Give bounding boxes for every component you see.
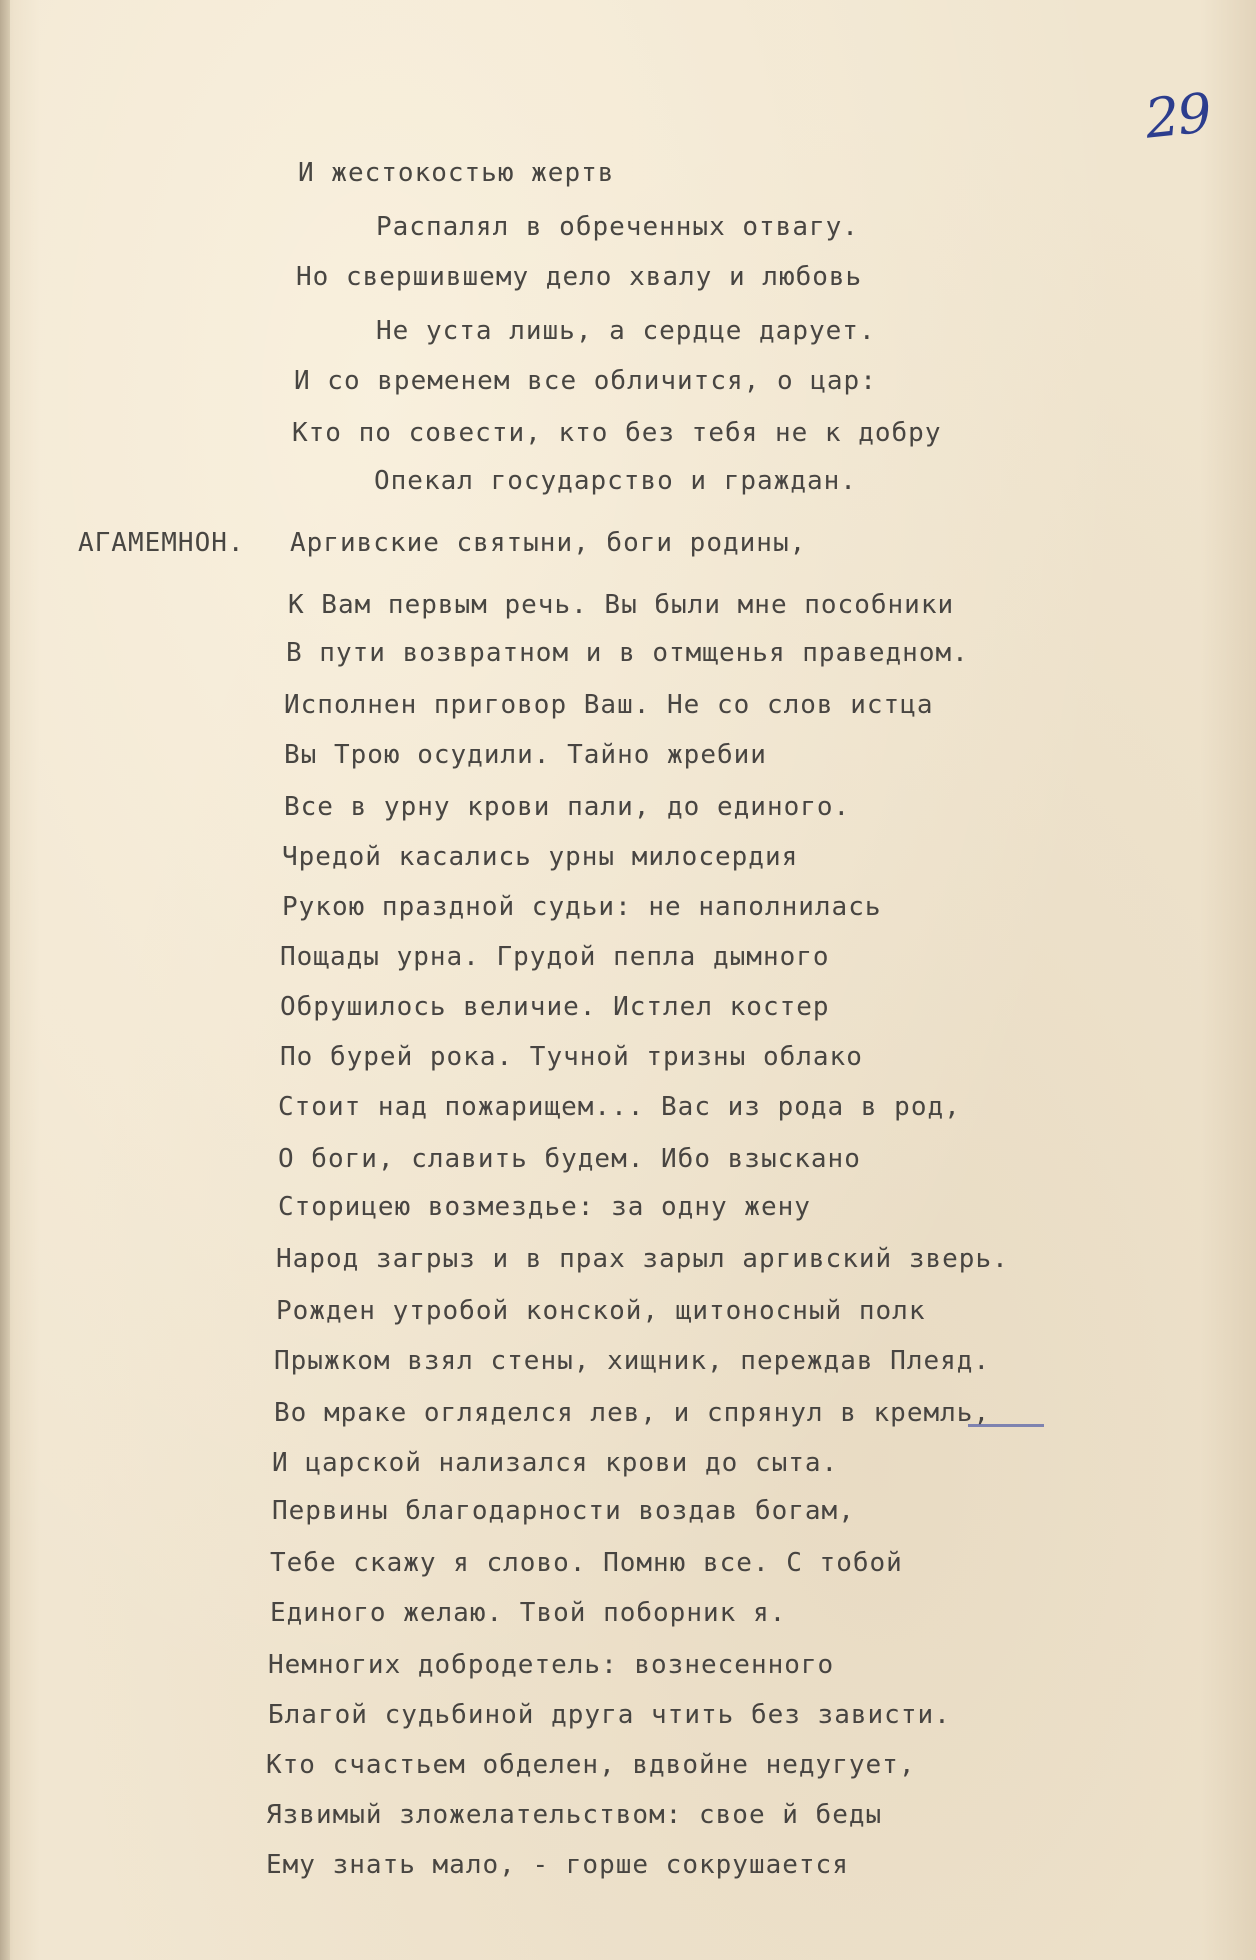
verse-line: Обрушилось величие. Истлел костер — [280, 992, 830, 1022]
verse-line: И жестокостью жертв — [298, 158, 615, 188]
verse-line: Чредой касались урны милосердия — [282, 842, 799, 872]
verse-line: Не уста лишь, а сердце дарует. — [376, 316, 876, 346]
verse-line: Стоит над пожарищем... Вас из рода в род, — [278, 1092, 961, 1122]
verse-line: По бурей рока. Тучной тризны облако — [280, 1042, 863, 1072]
verse-line: Опекал государство и граждан. — [374, 466, 857, 496]
verse-line: Во мраке огляделся лев, и спрянул в кремль, — [274, 1398, 991, 1428]
verse-line: Единого желаю. Твой поборник я. — [270, 1598, 787, 1628]
verse-line: О боги, славить будем. Ибо взыскано — [278, 1144, 861, 1174]
verse-line: Все в урну крови пали, до единого. — [284, 792, 851, 822]
verse-line: Тебе скажу я слово. Помню все. С тобой — [270, 1548, 903, 1578]
verse-line: К Вам первым речь. Вы были мне пособники — [288, 590, 955, 620]
verse-line: Язвимый зложелательством: свое й беды — [266, 1800, 883, 1830]
verse-line: Рожден утробой конской, щитоносный полк — [276, 1296, 926, 1326]
speaker-name: АГАМЕМНОН. — [78, 528, 245, 558]
verse-line: Аргивские святыни, боги родины, — [290, 528, 807, 558]
verse-line: Кто счастьем обделен, вдвойне недугует, — [266, 1750, 916, 1780]
verse-line: Народ загрыз и в прах зарыл аргивский зверь. — [276, 1244, 1009, 1274]
verse-line: Прыжком взял стены, хищник, переждав Плеяд. — [274, 1346, 991, 1376]
verse-line: Кто по совести, кто без тебя не к добру — [292, 418, 942, 448]
page-edge-shadow — [0, 0, 10, 1960]
verse-line: И царской нализался крови до сыта. — [272, 1448, 839, 1478]
verse-line: Вы Трою осудили. Тайно жребии — [284, 740, 767, 770]
verse-line: Но свершившему дело хвалу и любовь — [296, 262, 863, 292]
handwritten-page-number: 29 — [1142, 81, 1213, 151]
verse-line: Распалял в обреченных отвагу. — [376, 212, 859, 242]
ink-correction-mark — [968, 1402, 1044, 1427]
verse-line: Пощады урна. Грудой пепла дымного — [280, 942, 830, 972]
verse-line: Ему знать мало, - горше сокрушается — [266, 1850, 849, 1880]
verse-line: Сторицею возмездье: за одну жену — [278, 1192, 811, 1222]
verse-line: И со временем все обличится, о цар: — [294, 366, 877, 396]
verse-line: В пути возвратном и в отмщенья праведном. — [286, 638, 969, 668]
verse-line: Благой судьбиной друга чтить без зависти. — [268, 1700, 951, 1730]
verse-line: Исполнен приговор Ваш. Не со слов истца — [284, 690, 934, 720]
verse-line: Первины благодарности воздав богам, — [272, 1496, 855, 1526]
verse-line: Рукою праздной судьи: не наполнилась — [282, 892, 882, 922]
verse-line: Немногих добродетель: вознесенного — [268, 1650, 835, 1680]
